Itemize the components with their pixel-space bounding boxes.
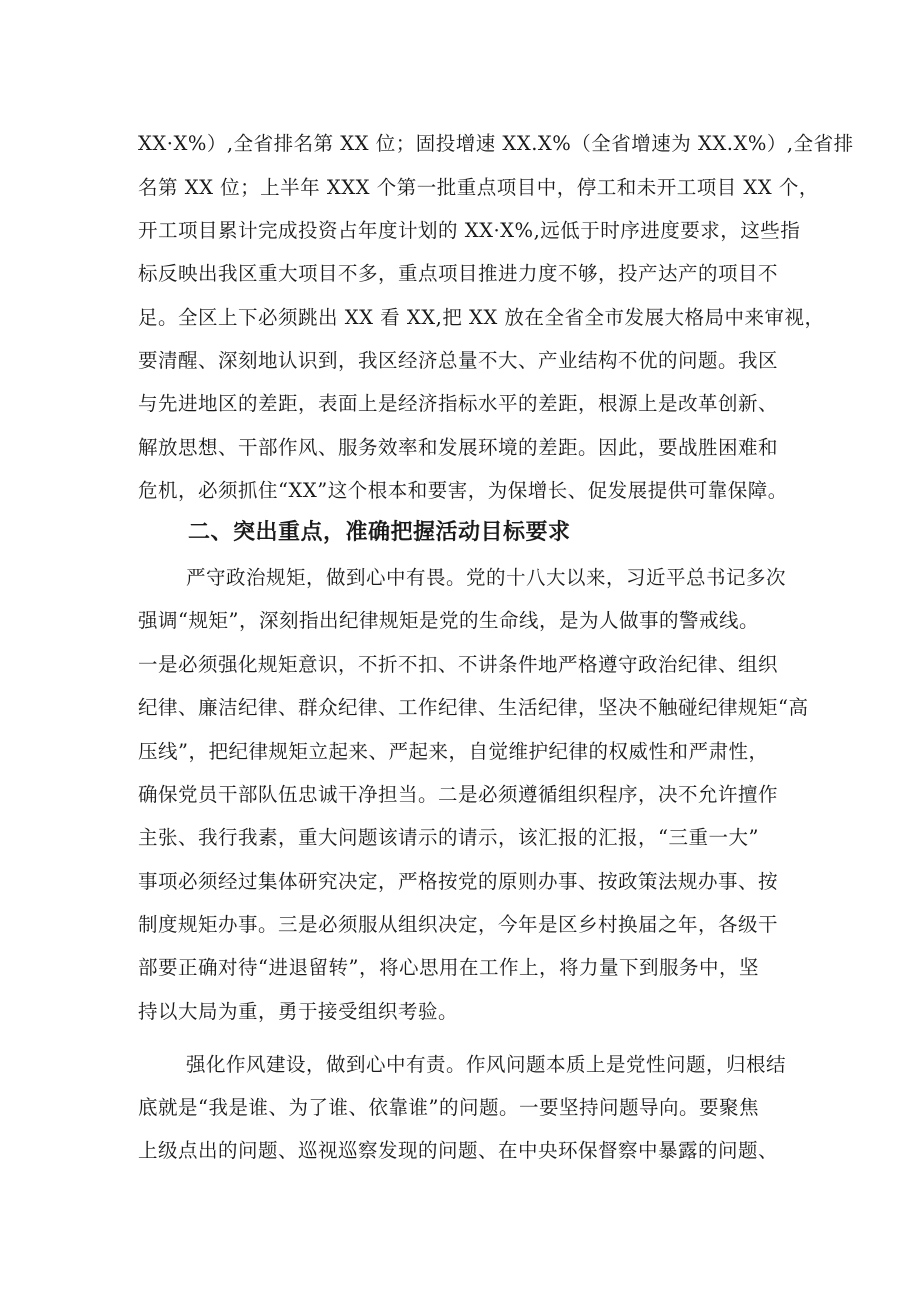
paragraph-line: 开工项目累计完成投资占年度计划的 XX·X%,远低于时序进度要求，这些指 bbox=[138, 219, 801, 242]
paragraph-line: 标反映出我区重大项目不多，重点项目推进力度不够，投产达产的项目不 bbox=[138, 262, 779, 285]
paragraph-line: 持以大局为重，勇于接受组织考验。 bbox=[138, 1000, 459, 1023]
paragraph-line: 底就是“我是谁、为了谁、依靠谁”的问题。一要坚持问题导向。要聚焦 bbox=[138, 1096, 759, 1119]
paragraph-line: 要清醒、深刻地认识到，我区经济总量不大、产业结构不优的问题。我区 bbox=[138, 349, 779, 372]
paragraph-line: 确保党员干部队伍忠诚干净担当。二是必须遵循组织程序，决不允许擅作 bbox=[138, 783, 779, 806]
paragraph-line: 事项必须经过集体研究决定，严格按党的原则办事、按政策法规办事、按 bbox=[138, 870, 779, 893]
paragraph-line: 严守政治规矩，做到心中有畏。党的十八大以来，习近平总书记多次 bbox=[186, 566, 787, 589]
paragraph-line: 一是必须强化规矩意识，不折不扣、不讲条件地严格遵守政治纪律、组织 bbox=[138, 653, 779, 676]
paragraph-line: 部要正确对待“进退留转”，将心思用在工作上，将力量下到服务中，坚 bbox=[138, 956, 759, 979]
paragraph-line: 主张、我行我素，重大问题该请示的请示，该汇报的汇报，“三重一大” bbox=[138, 826, 759, 849]
paragraph-line: 危机，必须抓住“XX”这个根本和要害，为保增长、促发展提供可靠保障。 bbox=[138, 479, 788, 502]
paragraph-line: 强调“规矩”，深刻指出纪律规矩是党的生命线，是为人做事的警戒线。 bbox=[138, 609, 759, 632]
paragraph-line: 制度规矩办事。三是必须服从组织决定，今年是区乡村换届之年，各级干 bbox=[138, 913, 779, 936]
paragraph-line: 与先进地区的差距，表面上是经济指标水平的差距，根源上是改革创新、 bbox=[138, 392, 779, 415]
paragraph-line: 解放思想、干部作风、服务效率和发展环境的差距。因此，要战胜困难和 bbox=[138, 436, 779, 459]
section-heading: 二、突出重点，准确把握活动目标要求 bbox=[188, 520, 571, 545]
paragraph-line: XX·X%）,全省排名第 XX 位；固投增速 XX.X%（全省增速为 XX.X%）,全省排 bbox=[138, 132, 854, 155]
paragraph-line: 足。全区上下必须跳出 XX 看 XX,把 XX 放在全省全市发展大格局中来审视， bbox=[138, 306, 825, 329]
paragraph-line: 压线”，把纪律规矩立起来、严起来，自觉维护纪律的权威性和严肃性， bbox=[138, 740, 769, 763]
paragraph-line: 名第 XX 位；上半年 XXX 个第一批重点项目中，停工和未开工项目 XX 个， bbox=[138, 176, 819, 199]
paragraph-line: 强化作风建设，做到心中有责。作风问题本质上是党性问题，归根结 bbox=[186, 1053, 787, 1076]
paragraph-line: 纪律、廉洁纪律、群众纪律、工作纪律、生活纪律，坚决不触碰纪律规矩“高 bbox=[138, 696, 809, 719]
paragraph-line: 上级点出的问题、巡视巡察发现的问题、在中央环保督察中暴露的问题、 bbox=[138, 1139, 779, 1162]
